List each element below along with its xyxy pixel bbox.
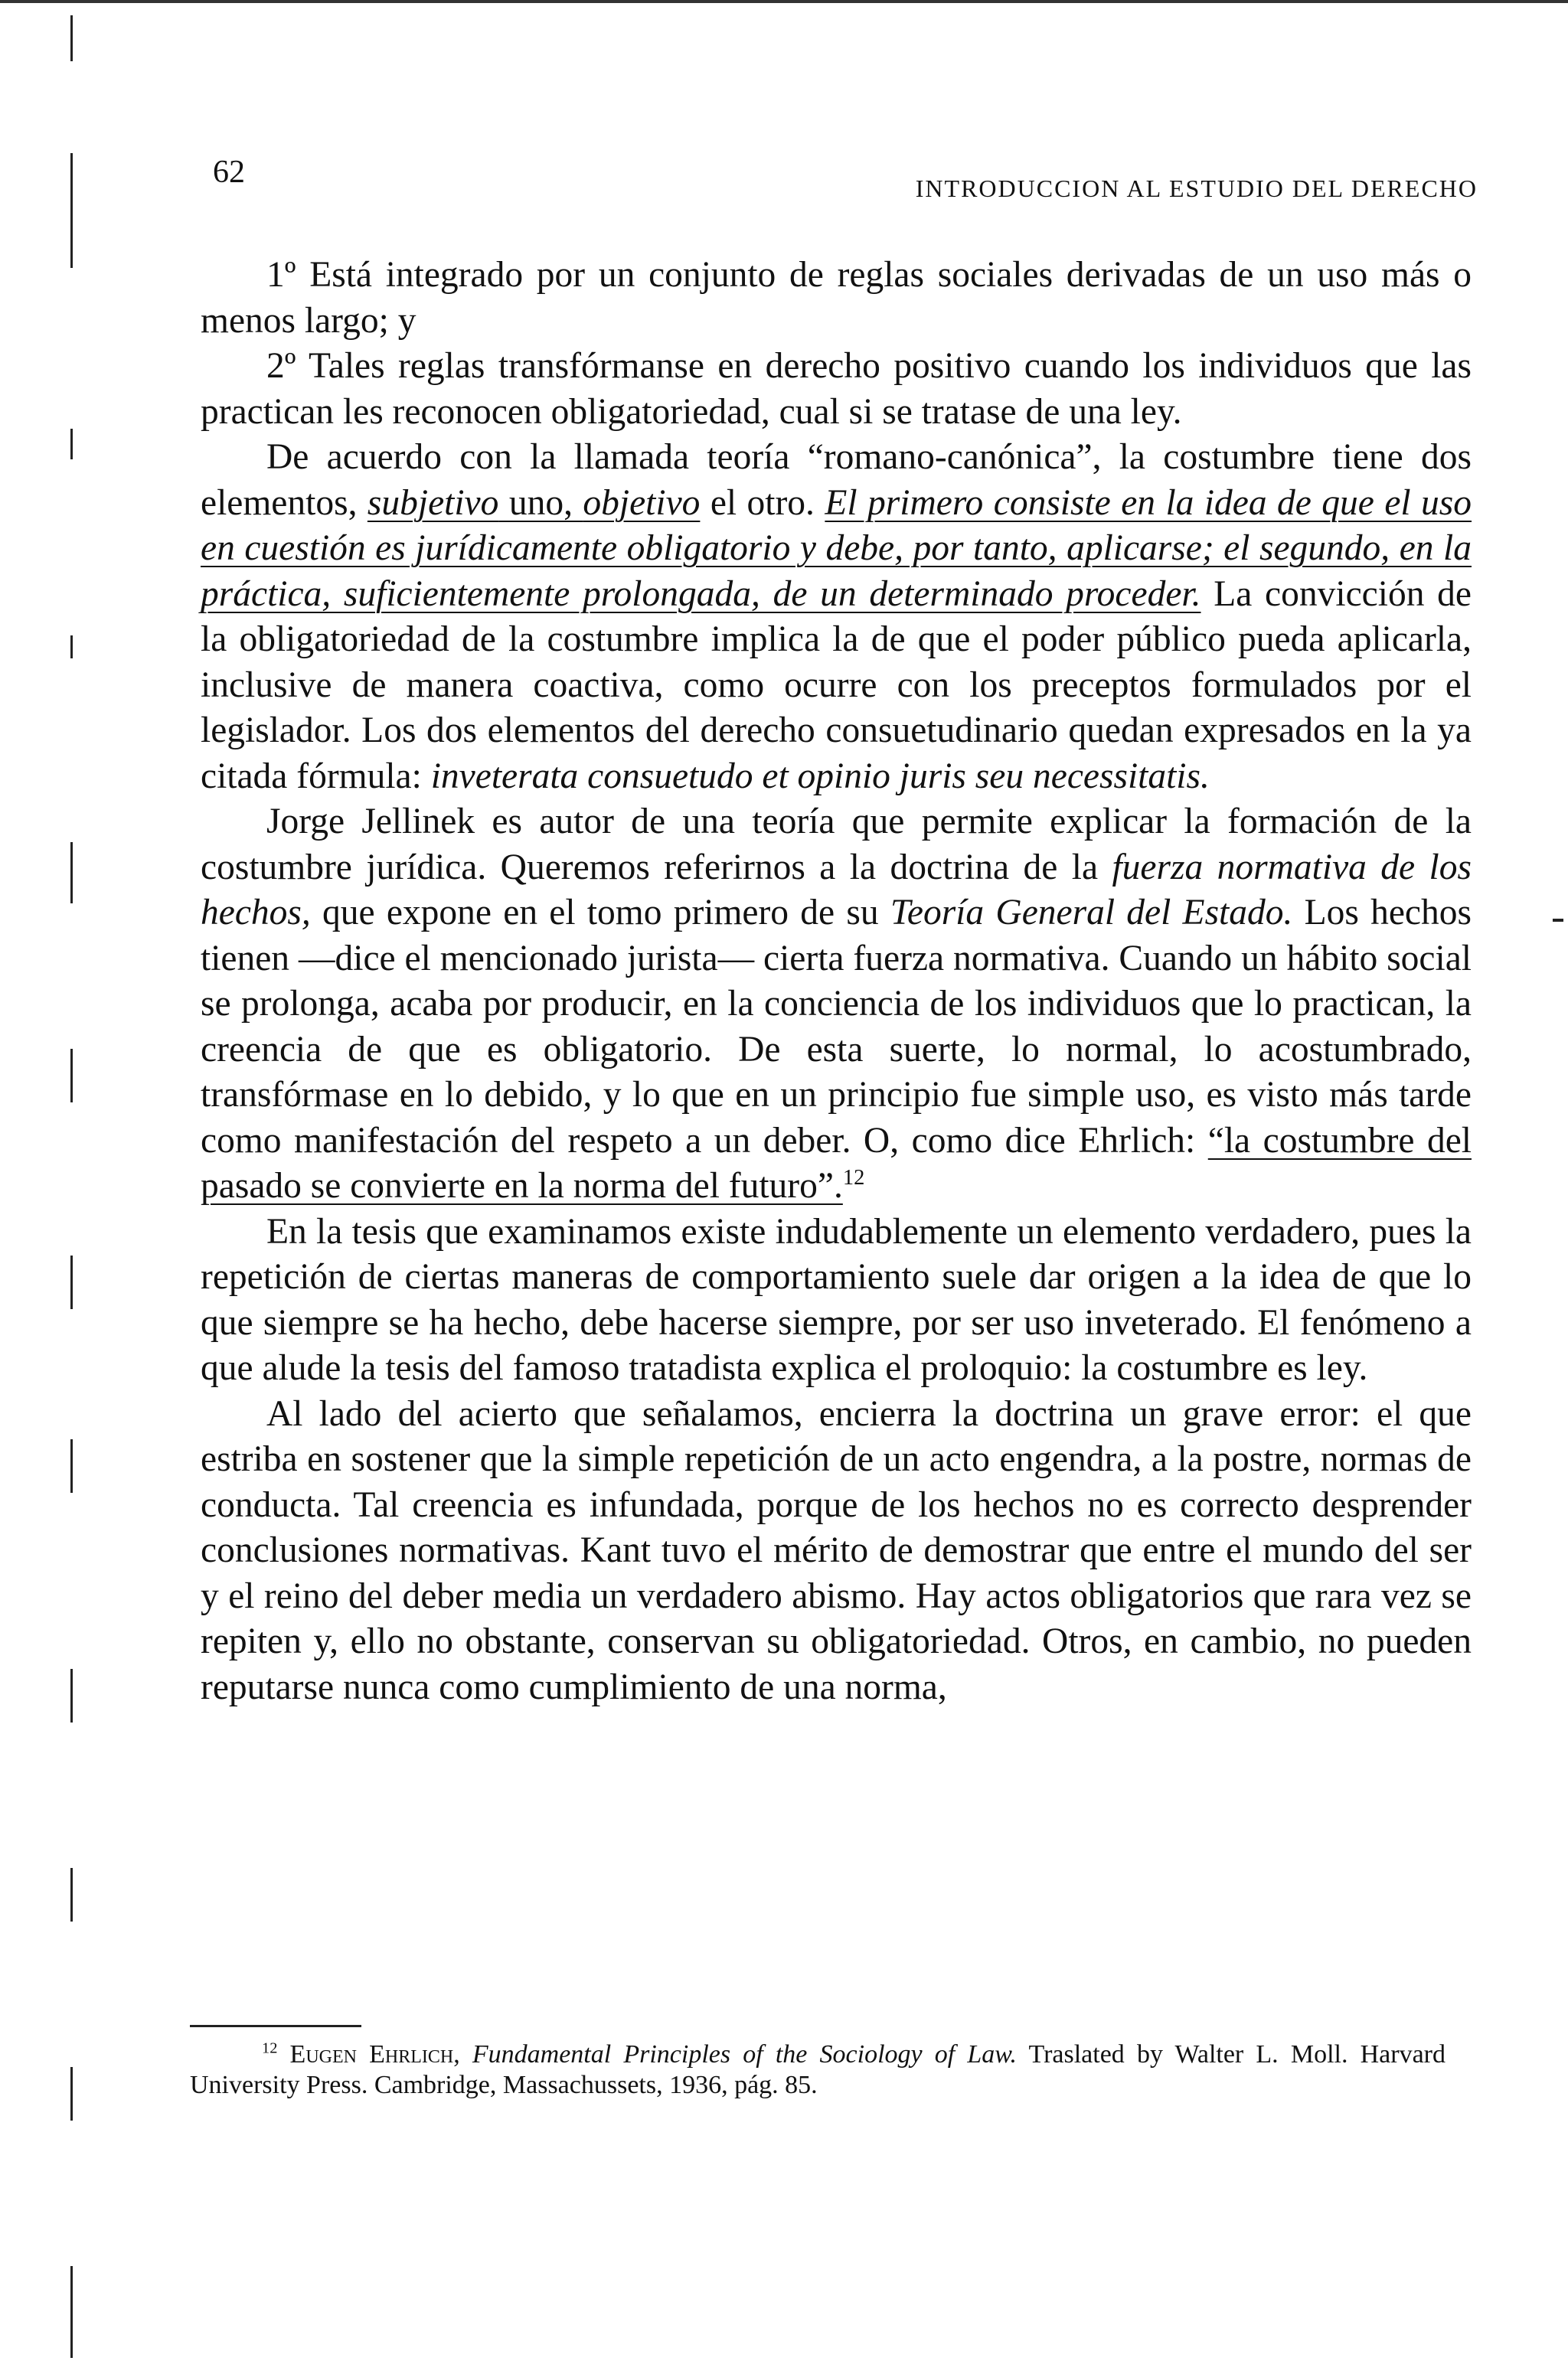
scan-edge-mark bbox=[70, 1439, 73, 1493]
paragraph bbox=[201, 435, 1472, 799]
italic-text: objetivo bbox=[583, 482, 701, 523]
text-run: “la costumbre del pasado se convierte en la norma del futuro”. bbox=[201, 1120, 1472, 1206]
scan-edge-mark bbox=[70, 1049, 73, 1102]
scan-edge-mark bbox=[70, 429, 73, 459]
italic-text: El primero consiste en la idea de que el uso en cuestión es jurídicamente obligatorio y debe, por tanto, aplicarse; el segundo, en la práctica, suficientemente prolongada, de un determinado proceder. bbox=[201, 482, 1472, 614]
running-head: INTRODUCCION AL ESTUDIO DEL DERECHO bbox=[915, 175, 1478, 202]
page-number: 62 bbox=[213, 155, 245, 190]
scan-edge-mark bbox=[70, 1256, 73, 1309]
text-run: Traslated by Walter L. Moll. Harvard University Press. Cambridge, Massachussets, 1936, pág. 85. bbox=[190, 2040, 1446, 2099]
paragraph bbox=[201, 253, 1472, 344]
text-run: Jorge Jellinek es autor de una teoría que permite explicar la formación de la costumbre jurídica. Queremos referirnos a la doctrina de la bbox=[201, 802, 1472, 887]
text-run: Los hechos tienen —dice el mencionado jurista— cierta fuerza normativa. Cuando un hábito social se prolonga, acaba por producir, en la conciencia de los individuos que lo practican, la creencia de que es obligatorio. De esta suerte, lo normal, lo acostumbrado, transfórmase en lo debido, y lo que en un principio fue simple uso, es visto más tarde como manifestación del respeto a un deber. O, como dice Ehrlich: bbox=[201, 893, 1472, 1161]
scan-edge-mark bbox=[70, 2266, 73, 2358]
italic-text: Teoría General del Estado. bbox=[890, 893, 1293, 932]
text-run bbox=[460, 2040, 472, 2069]
text-run: La convicción de la obligatoriedad de la costumbre implica la de que el poder público pueda aplicarla, inclusive de manera coactiva, como ocurre con los preceptos formulados por el legislador. Los dos elementos del derecho consuetudinario quedan expresados en la ya citada fórmula: bbox=[201, 573, 1472, 796]
text-run: De acuerdo con la llamada teoría “romano-canónica”, la costumbre tiene dos elementos, bbox=[201, 437, 1472, 523]
paragraph bbox=[201, 1210, 1472, 1392]
author-name: Eugen Ehrlich, bbox=[277, 2040, 460, 2069]
scan-edge-mark bbox=[70, 2067, 73, 2121]
text-run: el otro. bbox=[700, 482, 825, 523]
footnotes bbox=[190, 2025, 1446, 2101]
page-header bbox=[213, 153, 1478, 202]
scan-edge-mark bbox=[70, 15, 73, 61]
text-run: que expone en el tomo primero de su bbox=[310, 893, 890, 932]
scan-edge-mark bbox=[70, 842, 73, 903]
body-text bbox=[201, 253, 1472, 1710]
paragraph bbox=[201, 344, 1472, 435]
footnote-ref: 12 bbox=[842, 1166, 865, 1190]
text-run: uno, bbox=[498, 482, 583, 523]
scan-edge-mark bbox=[70, 1669, 73, 1723]
paragraph bbox=[201, 799, 1472, 1210]
footnote-rule bbox=[190, 2025, 361, 2027]
italic-text: inveterata consuetudo et opinio juris seu necessitatis. bbox=[430, 756, 1210, 796]
italic-text: fuerza normativa de los hechos, bbox=[201, 847, 1472, 932]
text-run: 1º Está integrado por un conjunto de reglas sociales derivadas de un uso más o menos largo; y bbox=[201, 255, 1472, 341]
scan-edge-mark bbox=[70, 153, 73, 268]
scan-edge-mark-right bbox=[1553, 919, 1563, 922]
text-run: En la tesis que examinamos existe indudablemente un elemento verdadero, pues la repetición de ciertas maneras de comportamiento suele dar origen a la idea de que lo que siempre se ha hecho, debe hacerse siempre, por ser uso inveterado. El fenómeno a que alude la tesis del famoso tratadista explica el proloquio: la costumbre es ley. bbox=[201, 1211, 1472, 1388]
text-run: Al lado del acierto que señalamos, encierra la doctrina un grave error: el que estriba en sostener que la simple repetición de un acto engendra, a la postre, normas de conducta. Tal creencia es infundada, porque de los hechos no es correcto desprender conclusiones normativas. Kant tuvo el mérito de demostrar que entre el mundo del ser y el reino del deber media un verdadero abismo. Hay actos obligatorios que rara vez se repiten y, ello no obstante, conservan su obligatoriedad. Otros, en cambio, no pueden reputarse nunca como cumplimiento de una norma, bbox=[201, 1393, 1472, 1707]
footnote-12 bbox=[190, 2039, 1446, 2101]
scan-edge-mark bbox=[70, 1868, 73, 1922]
italic-text: Fundamental Principles of the Sociology of Law. bbox=[472, 2040, 1017, 2069]
text-run: 2º Tales reglas transfórmanse en derecho positivo cuando los individuos que las practican les reconocen obligatoriedad, cual si se tratase de una ley. bbox=[201, 346, 1472, 432]
scan-top-edge bbox=[0, 0, 1568, 3]
italic-text: subjetivo bbox=[367, 482, 499, 523]
paragraph bbox=[201, 1392, 1472, 1711]
scan-edge-mark bbox=[70, 635, 73, 658]
footnote-ref: 12 bbox=[262, 2039, 278, 2057]
